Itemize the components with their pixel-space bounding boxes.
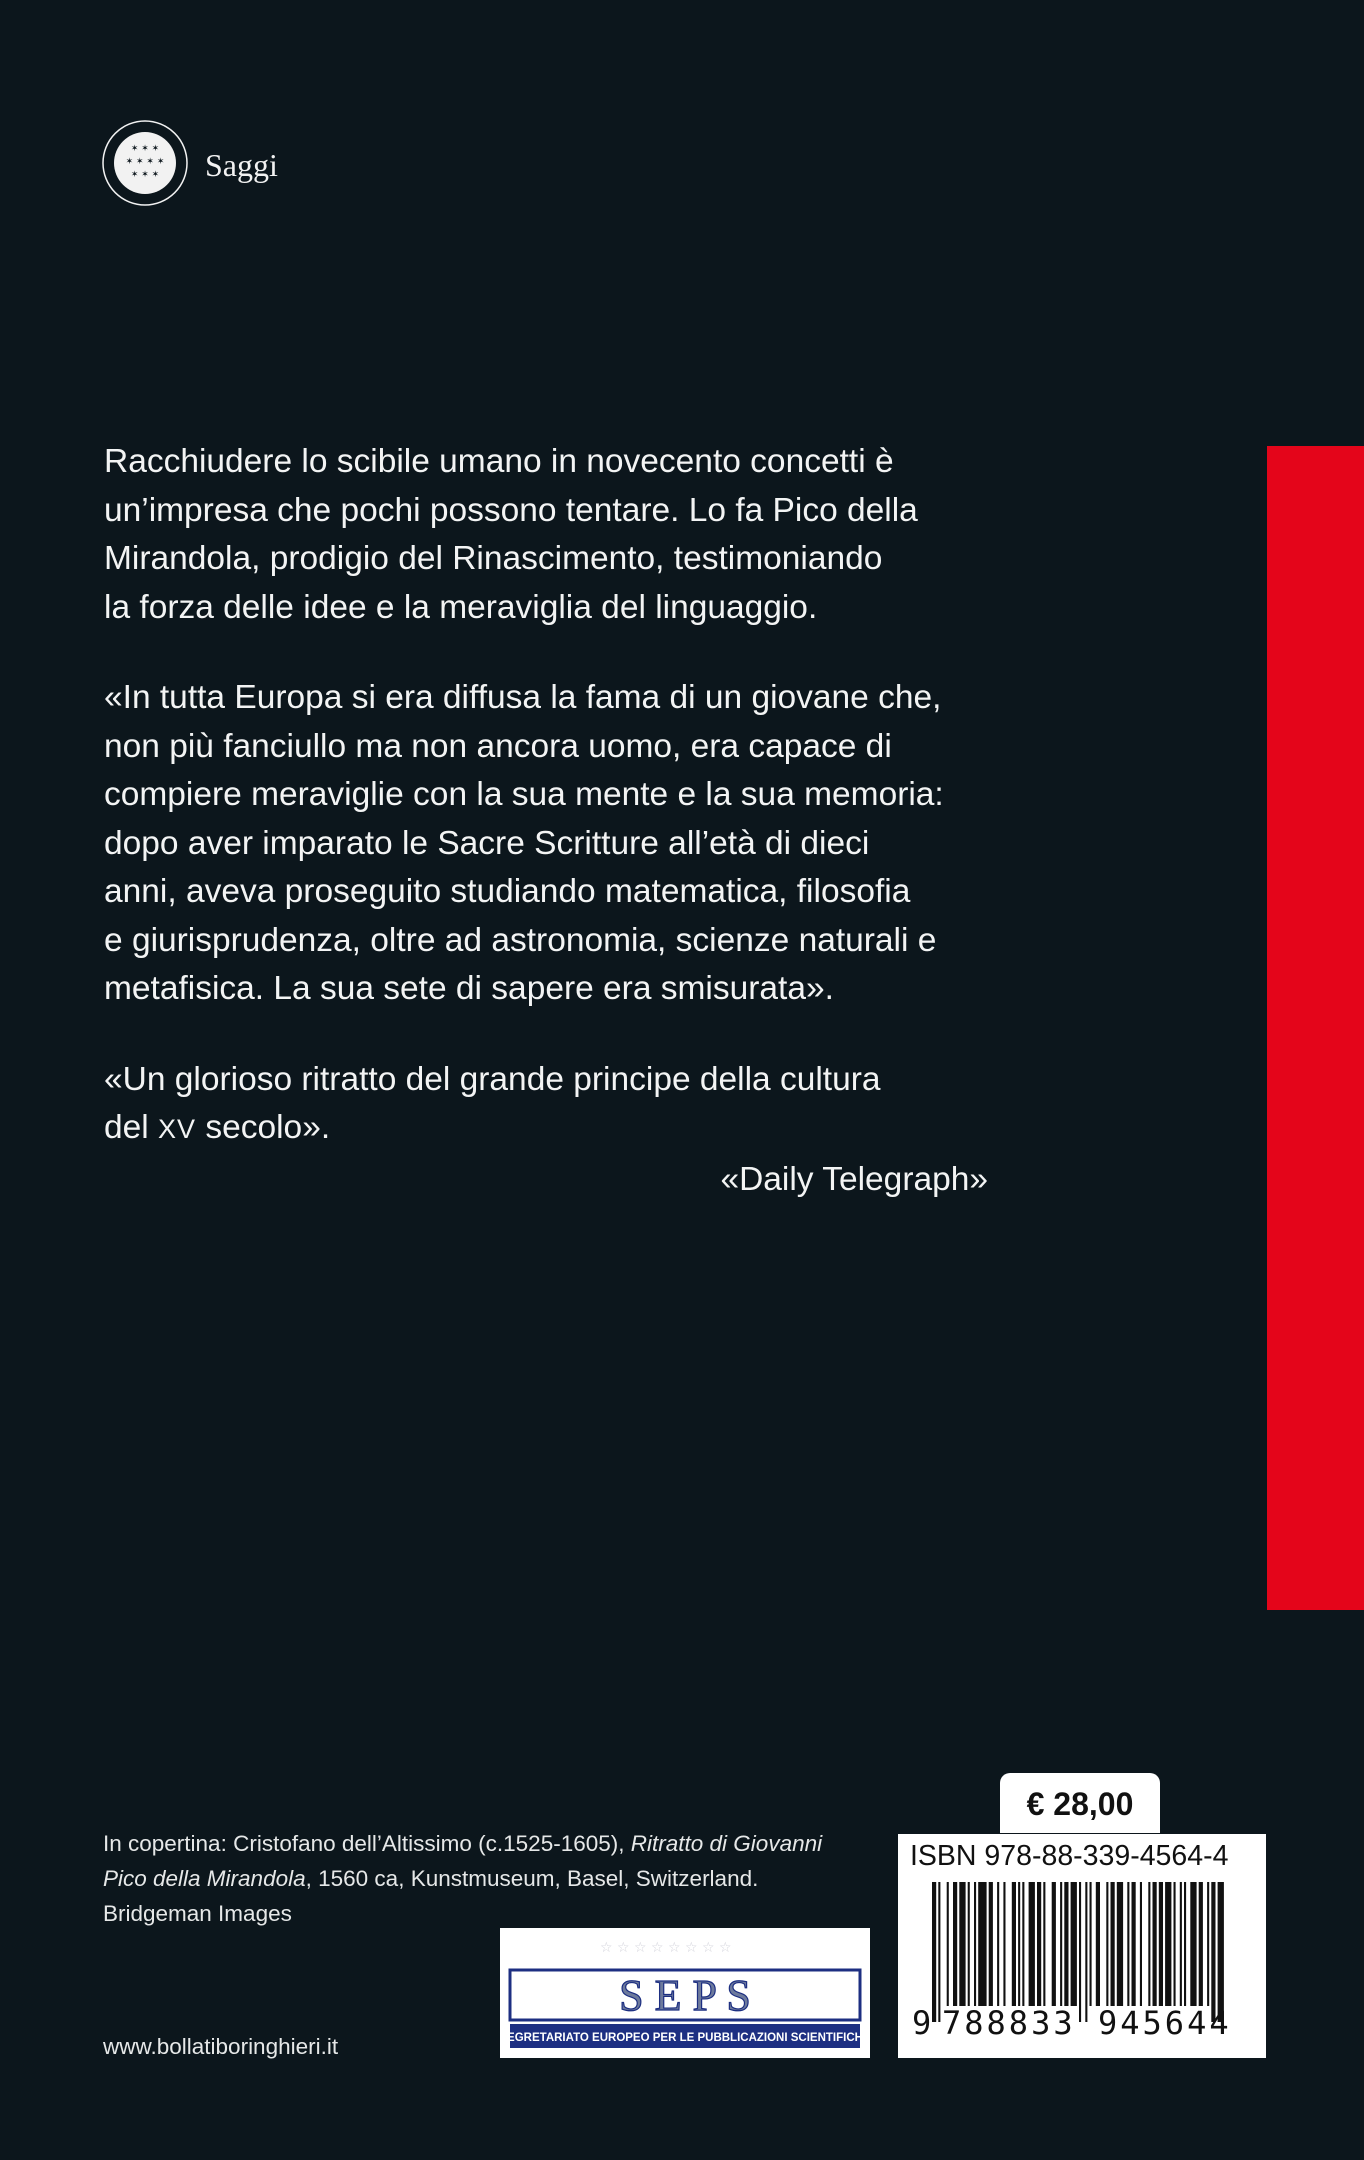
barcode-bar <box>1085 1882 1087 2022</box>
quote-source: «Daily Telegraph» <box>720 1160 988 1198</box>
blurb-line: metafisica. La sua sete di sapere era smisurata». <box>104 970 834 1007</box>
blurb-line: non più fanciullo ma non ancora uomo, era capace di <box>104 727 892 765</box>
barcode-bar <box>1079 1882 1081 2022</box>
barcode-bar <box>1111 1882 1115 2006</box>
barcode-bar <box>1037 1882 1041 2006</box>
blurb-line: compiere meraviglie con la sua mente e la sua memoria: <box>104 776 944 813</box>
barcode-bar <box>1184 1882 1186 2006</box>
barcode-bar <box>1190 1882 1196 2006</box>
barcode-bar <box>978 1882 986 2006</box>
blurb-line: «In tutta Europa si era diffusa la fama di un giovane che, <box>104 679 942 716</box>
barcode-bar <box>989 1882 993 2006</box>
barcode-bar <box>1096 1882 1100 2006</box>
barcode-bar <box>1106 1882 1108 2006</box>
barcode-bar <box>1218 1882 1224 2022</box>
seps-subtitle: SEGRETARIATO EUROPEO PER LE PUBBLICAZIONI SCIENTIFICHE <box>500 2032 870 2044</box>
quote-text: secolo». <box>196 1109 331 1146</box>
blurb-line: la forza delle idee e la meraviglia del linguaggio. <box>104 588 818 626</box>
barcode-bar <box>997 1882 999 2006</box>
barcode-bar <box>1064 1882 1068 2006</box>
barcode-bar <box>1127 1882 1129 2006</box>
blurb-line: Racchiudere lo scibile umano in novecento concetti è <box>104 443 894 480</box>
svg-text:✶ ✶ ✶: ✶ ✶ ✶ <box>130 144 160 154</box>
ean-left-group: 788833 <box>942 2004 1076 2042</box>
seps-logo <box>500 1928 870 2058</box>
quote-line <box>104 1104 1004 1154</box>
barcode-bar <box>974 1882 976 2006</box>
barcode-bar <box>1199 1882 1203 2006</box>
publisher-website: www.bollatiboringhieri.it <box>103 2034 339 2059</box>
blurb-paragraph-1 <box>104 438 1004 632</box>
barcode-bar <box>1043 1882 1045 2006</box>
barcode-bar <box>1153 1882 1157 2006</box>
credit-artwork-title: Pico della Mirandola <box>103 1866 306 1891</box>
barcode-bar <box>1159 1882 1163 2006</box>
credit-line: Bridgeman Images <box>103 1901 292 1926</box>
blurb-line: e giurisprudenza, oltre ad astronomia, scienze naturali e <box>104 921 937 959</box>
barcode-bar <box>1140 1882 1142 2006</box>
barcode-bar <box>1071 1882 1077 2006</box>
blurb-line: dopo aver imparato le Sacre Scritture all’età di dieci <box>104 824 870 862</box>
cover-credit <box>103 1826 883 1931</box>
barcode-bar <box>1207 1882 1209 2006</box>
barcode-bar <box>1003 1882 1005 2006</box>
barcode-bar <box>959 1882 965 2006</box>
series-label: Saggi <box>205 147 278 183</box>
back-cover-blurb <box>104 438 1004 1246</box>
seps-emblem <box>500 1928 870 2058</box>
ean-right-group: 945644 <box>1098 2004 1232 2042</box>
ean-digits <box>898 2004 1266 2048</box>
credit-line <box>103 1826 883 1861</box>
svg-text:✶ ✶ ✶ ✶: ✶ ✶ ✶ ✶ <box>125 157 165 167</box>
isbn-barcode <box>898 1834 1266 2058</box>
barcode-bar <box>1060 1882 1062 2006</box>
barcode-bar <box>1174 1882 1176 2006</box>
barcode-bar <box>1018 1882 1020 2006</box>
red-accent-bar <box>1267 446 1364 1610</box>
credit-text: In copertina: Cristofano dell’Altissimo (c.1525-1605), <box>103 1831 631 1856</box>
barcode-bar <box>1022 1882 1024 2006</box>
barcode-bar <box>932 1882 936 2022</box>
barcode-bar <box>1029 1882 1035 2006</box>
barcode-bar <box>1165 1882 1171 2006</box>
credit-artwork-title: Ritratto di Giovanni <box>630 1831 823 1856</box>
quote-line: «Un glorioso ritratto del grande principe della cultura <box>104 1060 881 1098</box>
blurb-paragraph-2 <box>104 674 1004 1014</box>
publisher-seal-logo <box>100 118 190 208</box>
barcode-bar <box>1180 1882 1182 2006</box>
svg-text:☆ ☆ ☆ ☆ ☆ ☆ ☆ ☆: ☆ ☆ ☆ ☆ ☆ ☆ ☆ ☆ <box>600 1940 732 1956</box>
barcode-bar <box>1132 1882 1136 2006</box>
blurb-line: anni, aveva proseguito studiando matematica, filosofia <box>104 873 911 910</box>
blurb-line: Mirandola, prodigio del Rinascimento, testimoniando <box>104 540 883 577</box>
barcode-bar <box>947 1882 949 2006</box>
barcode-bar <box>968 1882 970 2006</box>
barcode-bar <box>1148 1882 1150 2006</box>
barcode-bar <box>1211 1882 1215 2022</box>
credit-text: , 1560 ca, Kunstmuseum, Basel, Switzerland. <box>305 1866 759 1891</box>
barcode-bar <box>1052 1882 1056 2006</box>
review-quote <box>104 1056 1004 1205</box>
century-numeral: XV <box>158 1114 197 1144</box>
barcode-bar <box>1117 1882 1123 2006</box>
blurb-line: un’impresa che pochi possono tentare. Lo fa Pico della <box>104 491 918 529</box>
barcode-bar <box>1090 1882 1092 2006</box>
barcode-bar <box>953 1882 957 2006</box>
barcode-bar <box>1012 1882 1016 2006</box>
barcode-bar <box>938 1882 940 2022</box>
price-tag: € 28,00 <box>1000 1773 1160 1833</box>
ean-first-digit: 9 <box>912 2004 932 2042</box>
seps-name: S E P S <box>619 1971 751 2020</box>
isbn-text: ISBN 978-88-339-4564-4 <box>910 1840 1229 1872</box>
credit-line <box>103 1861 883 1896</box>
quote-text: del <box>104 1109 159 1146</box>
svg-text:✶ ✶ ✶: ✶ ✶ ✶ <box>130 170 160 180</box>
